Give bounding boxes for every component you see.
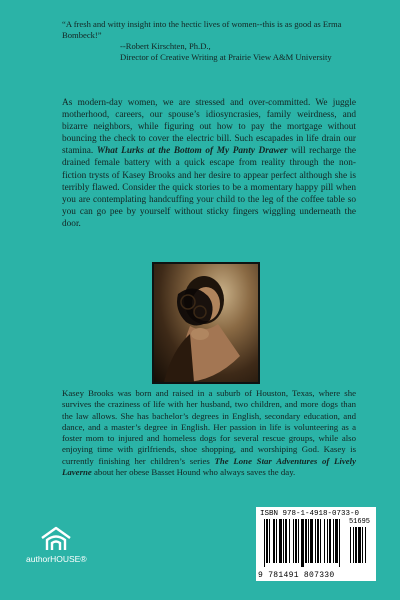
book-synopsis	[62, 97, 356, 230]
isbn-number: ISBN 978-1-4918-0733-0	[260, 510, 360, 518]
synopsis-book-title: What Lurks at the Bottom of My Panty Drawer	[96, 146, 288, 157]
authorhouse-house-icon	[39, 526, 73, 552]
quote-author: --Robert Kirschten, Ph.D.,	[120, 41, 211, 51]
author-bio	[62, 388, 356, 478]
bio-series-title: The Lone Star Adventures of Lively Laverne	[62, 455, 356, 478]
isbn-barcode	[256, 507, 376, 581]
quote-text: “A fresh and witty insight into the hectic lives of women--this is as good as Erma Bombeck!”	[62, 19, 342, 40]
bio-part2: about her obese Basset Hound who always saves the day.	[91, 467, 296, 478]
publisher-logo	[26, 526, 86, 564]
barcode-bars	[262, 519, 370, 569]
synopsis-part2: will recharge the drained female battery with a quick escape from reality through the non-fiction trysts of Kasey Brooks and her desire to appear perfect although she is terribly flawed. Consider the quick stories to be a momentary happy pill when you are contemplating handcuffing your child to the leg of the coffee table so you can go pee by yourself without sticky fingers wiggling underneath the door.	[62, 146, 356, 229]
barcode-price-code: 51695	[348, 518, 370, 526]
bio-part1: Kasey Brooks was born and raised in a suburb of Houston, Texas, where she survives the craziness of life with her husband, two children, and more dogs than the law allows. She has bachelor’s degrees in English, secondary education, and dance, and a master’s degree in English. Her passion in life is volunteering as a foster mom to injured and homeless dogs for several rescue groups, while also enjoying time with girlfriends, shoe shopping, and worshiping God. Kasey is currently finishing her children’s series	[62, 388, 356, 466]
quote-affiliation: Director of Creative Writing at Prairie View A&M University	[120, 52, 332, 62]
publisher-name: authorHOUSE®	[26, 554, 87, 564]
synopsis-part1: As modern-day women, we are stressed and over-committed. We juggle motherhood, careers, our spouse’s idiosyncrasies, family weirdness, and bizarre neighbors, while figuring out how to pay the mortgage without bouncing the check to cover the electric bill. Such escapades in life drain our stamina.	[62, 98, 356, 157]
author-photo	[152, 262, 260, 384]
endorsement-quote	[62, 19, 354, 63]
barcode-ean-digits: 9 781491 807330	[258, 571, 335, 580]
quote-attribution	[62, 41, 354, 63]
